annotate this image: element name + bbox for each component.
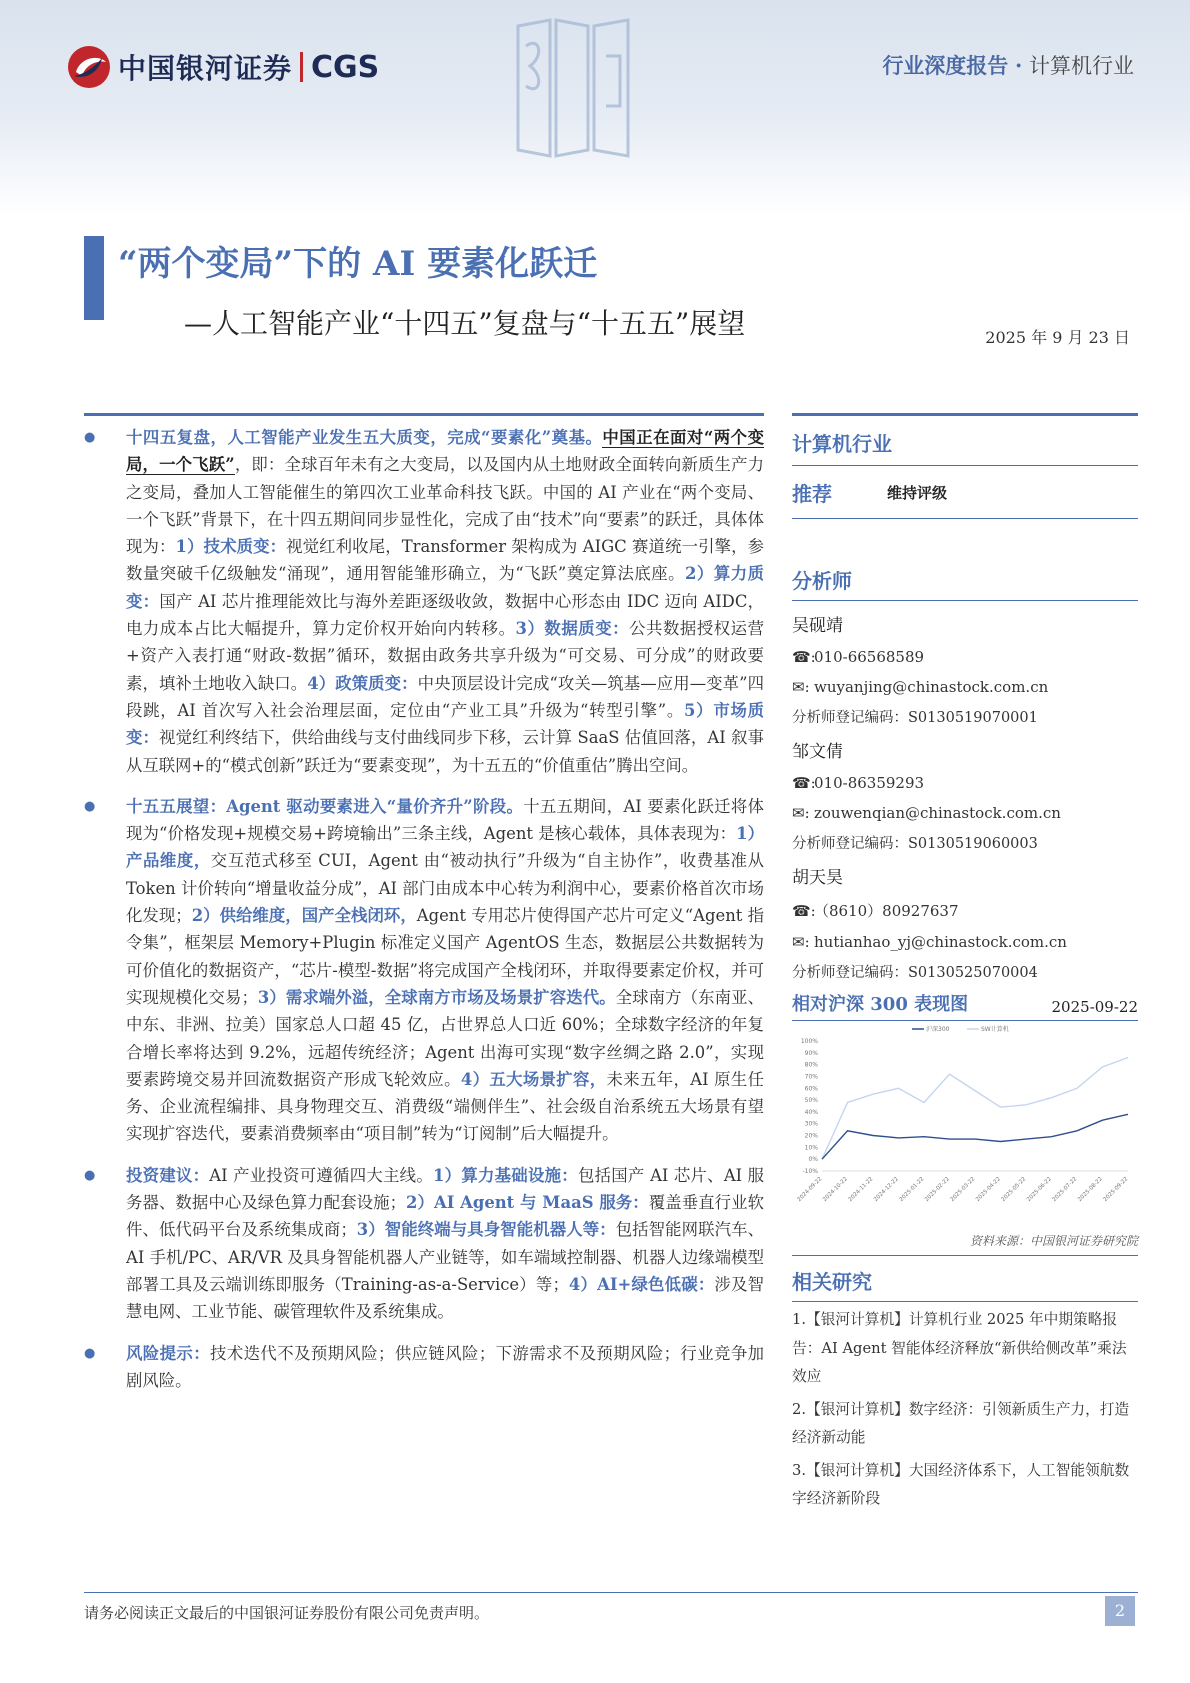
bullet-text: 视觉红利收尾，Transformer 架构成为 AIGC 赛道统一引擎，参数量突破千亿级触发“涌现”，通用智能雏形确立，为“飞跃”奠定算法底座。 [126,537,765,584]
envelope-icon: ✉: [792,804,810,822]
bullet-key: 3）需求端外溢，全球南方市场及场景扩容迭代。 [257,987,616,1007]
bullet-key: 2）AI Agent 与 MaaS 服务： [406,1193,649,1213]
x-tick-label: 2025-07-22 [1051,1176,1079,1204]
bullet-text: 中央顶层设计完成“攻关—筑基—应用—变革”四段跳，AI 首次写入社会治理层面，定位由“产业工具”升级为“转型引擎”。 [126,673,764,720]
report-title: “两个变局”下的 AI 要素化跃迁 [118,244,598,284]
x-tick-label: 2025-08-22 [1077,1176,1104,1204]
page-number: 2 [1105,1596,1135,1626]
analyst-registration: 分析师登记编码：S0130519060003 [792,836,1038,852]
bullet-text: 十五五期间，AI 要素化跃迁将体现为“价格发现+规模交易+跨境输出”三条主线，Agent 是核心载体，具体表现为： [126,796,764,844]
phone-number: （8610）80927637 [814,902,959,920]
sidebar-divider [792,518,1138,519]
y-tick-label: 30% [804,1120,818,1128]
envelope-icon: ✉: [792,933,810,951]
x-tick-label: 2025-02-22 [924,1176,951,1204]
main-top-rule [84,413,764,416]
footer-rule [84,1592,1138,1593]
bullet-text: 包括国产 AI 芯片、AI 服务器、数据中心及绿色算力配套设施； [126,1165,765,1213]
sidebar-divider [792,600,1138,601]
series-line [822,1114,1128,1159]
email-address[interactable]: hutianhao_yj@chinastock.com.cn [814,933,1067,951]
footer-disclaimer: 请务必阅读正文最后的中国银河证券股份有限公司免责声明。 [84,1604,490,1622]
bullet-investment [84,1162,764,1326]
report-type-separator: · [1015,53,1023,78]
report-date: 2025 年 9 月 23 日 [985,328,1130,347]
x-tick-label: 2025-06-22 [1026,1176,1053,1204]
analyst-email[interactable] [792,804,1138,822]
bullet-key: 2）供给维度，国产全栈闭环， [191,906,417,926]
company-logo [66,44,379,90]
chart-heading: 相对沪深 300 表现图 [792,994,969,1015]
analyst-block [792,737,1138,853]
y-tick-label: 50% [804,1097,818,1105]
phone-icon: ☎: [792,901,816,920]
y-tick-label: 10% [804,1144,818,1152]
analyst-name: 胡天昊 [792,868,843,888]
chart-title-row [792,990,1138,1016]
x-tick-label: 2025-03-22 [949,1176,977,1204]
logo-chinese-text: 中国银河证券 [118,52,293,85]
bullet-key: 1）产品维度， [126,824,764,871]
bullet-heading: 投资建议： [126,1165,210,1185]
bullet-text: Agent 专用芯片使得国产芯片可定义“Agent 指令集”，框架层 Memory+Plugin 标准定义国产 AgentOS 生态，数据层公共数据转为可价值化的数据资产，“芯片-模型-数据”将完成国产全栈闭环，并取得要素定价权，并可实现规模化交易； [126,906,764,1007]
rating-row [792,466,1138,518]
y-tick-label: 70% [804,1073,818,1081]
analyst-registration: 分析师登记编码：S0130525070004 [792,965,1038,981]
analyst-email[interactable] [792,933,1138,951]
x-tick-label: 2025-05-22 [1000,1176,1028,1204]
report-type [882,50,1134,80]
rating-label: 推荐 [792,481,832,506]
legend-label: SW计算机 [981,1026,1009,1033]
y-tick-label: 100% [800,1038,818,1045]
x-tick-label: 2025-04-22 [975,1176,1002,1204]
series-line [822,1058,1128,1160]
bullet-text: 技术迭代不及预期风险；供应链风险；下游需求不及预期风险；行业竞争加剧风险。 [126,1343,765,1390]
bullet-text: 公共数据授权运营+资产入表打通“财政-数据”循环，数据由政务共享升级为“可交易、可分成”的财政要素，填补土地收入缺口。 [126,619,765,693]
sidebar-top-rule [792,413,1138,416]
bullet-text: 视觉红利终结下，供给曲线与支付曲线同步下移，云计算 SaaS 估值回落，AI 叙事从互联网+的“模式创新”跃迁为“要素变现”，为十五五的“价值重估”腾出空间。 [126,728,764,775]
rating-value: 维持评级 [887,483,948,502]
report-subtitle: —人工智能产业“十四五”复盘与“十五五”展望 [184,307,746,340]
phone-icon: ☎: [792,774,816,792]
report-industry: 计算机行业 [1029,54,1134,78]
y-tick-label: 0% [808,1156,818,1164]
bullet-key: 4）五大场景扩容， [460,1069,607,1089]
title-accent-bar [84,236,104,320]
analyst-phone [792,648,1138,666]
bullet-heading: 风险提示： [126,1343,211,1363]
bullet-key: 4）AI+绿色低碳： [568,1274,715,1294]
cgs-watermark-icon [510,16,640,166]
phone-number: 010-66568589 [814,648,925,666]
x-tick-label: 2025-01-22 [898,1176,926,1204]
x-tick-label: 2024-09-22 [796,1176,824,1204]
bullet-key: 3）数据质变： [515,619,630,639]
bullet-text: 交互范式移至 CUI，Agent 由“被动执行”升级为“自主协作”，收费基准从 Token 计价转向“增量收益分成”，AI 部门由成本中心转为利润中心，要素价格首次市场化发现； [126,851,765,926]
x-tick-label: 2024-10-22 [822,1176,849,1204]
bullet-key: 3）智能终端与具身智能机器人等： [356,1220,616,1240]
bullet-key: 5）市场质变： [126,700,764,748]
bullet-text: ，即：全球百年未有之大变局，以及国内从土地财政全面转向新质生产力之变局，叠加人工智能催生的第四次工业革命科技飞跃。中国的 AI 产业在“两个变局、一个飞跃”背景下，在十四五期间同步显性化，完成了由“技术”向“要素”的跃迁，具体体现为： [126,455,765,557]
sidebar-divider [792,1255,1138,1256]
envelope-icon: ✉: [792,678,810,696]
bullet-text: 国产 AI 芯片推理能效比与海外差距逐级收敛，数据中心形态由 IDC 迈向 AIDC，电力成本占比大幅提升，算力定价权开始向内转移。 [126,591,765,639]
y-tick-label: -10% [802,1168,818,1175]
sidebar [792,413,1138,1514]
bullet-text: AI 产业投资可遵循四大主线。 [209,1165,433,1185]
bullet-key: 4）政策质变： [307,673,418,693]
bullet-text: 包括智能网联汽车、AI 手机/PC、AR/VR 及具身智能机器人产业链等，如车端域控制器、机器人边缘端模型部署工具及云端训练即服务（Training-as-a-Service）等； [126,1220,765,1294]
email-address[interactable]: zouwenqian@chinastock.com.cn [814,804,1061,822]
performance-chart [792,1021,1138,1226]
related-item[interactable]: 1.【银河计算机】计算机行业 2025 年中期策略报告：AI Agent 智能体经济释放“新供给侧改革”乘法效应 [792,1311,1127,1385]
bullet-text: 全球南方（东南亚、中东、非洲、拉美）国家总人口超 45 亿，占世界总人口近 60%；全球数字经济的年复合增长率将达到 9.2%，远超传统经济；Agent 出海可实现“数字丝绸之路 2.0”，实现要素跨境交易并回流数据资产形成飞轮效应。 [126,987,765,1089]
related-item[interactable]: 2.【银河计算机】数字经济：引领新质生产力，打造经济新动能 [792,1400,1130,1446]
y-tick-label: 80% [804,1061,818,1069]
bullet-key: 1）算力基础设施： [433,1165,578,1185]
y-tick-label: 60% [804,1085,818,1093]
related-heading: 相关研究 [792,1270,872,1294]
analyst-phone [792,774,1138,792]
y-tick-label: 90% [804,1049,818,1057]
analyst-phone [792,900,1138,921]
analyst-email[interactable] [792,678,1138,696]
bullet-key: 1）技术质变： [175,537,287,557]
bullet-key: 2）算力质变： [126,564,764,611]
x-tick-label: 2024-11-22 [847,1176,875,1204]
chart-source: 资料来源：中国银河证券研究院 [969,1234,1138,1248]
x-tick-label: 2024-12-22 [873,1176,900,1204]
logo-divider [300,52,303,82]
x-tick-label: 2025-09-22 [1102,1176,1130,1204]
analyst-name: 吴砚靖 [792,616,843,636]
main-content [84,418,764,1394]
analyst-name: 邹文倩 [792,742,843,762]
y-tick-label: 20% [804,1132,818,1140]
sidebar-divider [792,1301,1138,1302]
bullet-heading: 十四五复盘，人工智能产业发生五大质变，完成“要素化”奠基。 [126,428,603,447]
bullet-text: 覆盖垂直行业软件、低代码平台及系统集成商； [126,1193,765,1240]
y-tick-label: 40% [804,1108,818,1116]
bullet-risk [84,1340,764,1395]
report-type-label: 行业深度报告 [882,53,1009,78]
analyst-heading: 分析师 [792,569,852,593]
related-item[interactable]: 3.【银河计算机】大国经济体系下，人工智能领航数字经济新阶段 [792,1461,1130,1507]
phone-icon: ☎: [792,648,816,666]
logo-english-text: CGS [311,49,380,85]
bullet-text: 未来五年，AI 原生任务、企业流程编排、具身物理交互、消费级“端侧伴生”、社会级自治系统五大场景有望实现扩容迭代，要素消费频率由“项目制”转为“订阅制”后大幅提升。 [126,1069,765,1144]
analyst-registration: 分析师登记编码：S0130519070001 [792,710,1038,726]
bullet-review [84,424,764,779]
analyst-block [792,611,1138,727]
cgs-logo-icon [66,44,112,90]
sidebar-industry: 计算机行业 [792,432,892,456]
bullet-heading: 十五五展望：Agent 驱动要素进入“量价齐升”阶段。 [126,796,524,816]
bullet-outlook [84,793,764,1148]
legend-label: 沪深300 [926,1026,950,1033]
bullet-underlined: 中国正在面对“两个变局，一个飞跃” [126,428,764,475]
email-address[interactable]: wuyanjing@chinastock.com.cn [814,678,1049,696]
analyst-block [792,863,1138,982]
chart-date: 2025-09-22 [1051,998,1138,1016]
phone-number: 010-86359293 [814,774,925,792]
bullet-text: 涉及智慧电网、工业节能、碳管理软件及系统集成。 [126,1274,765,1322]
